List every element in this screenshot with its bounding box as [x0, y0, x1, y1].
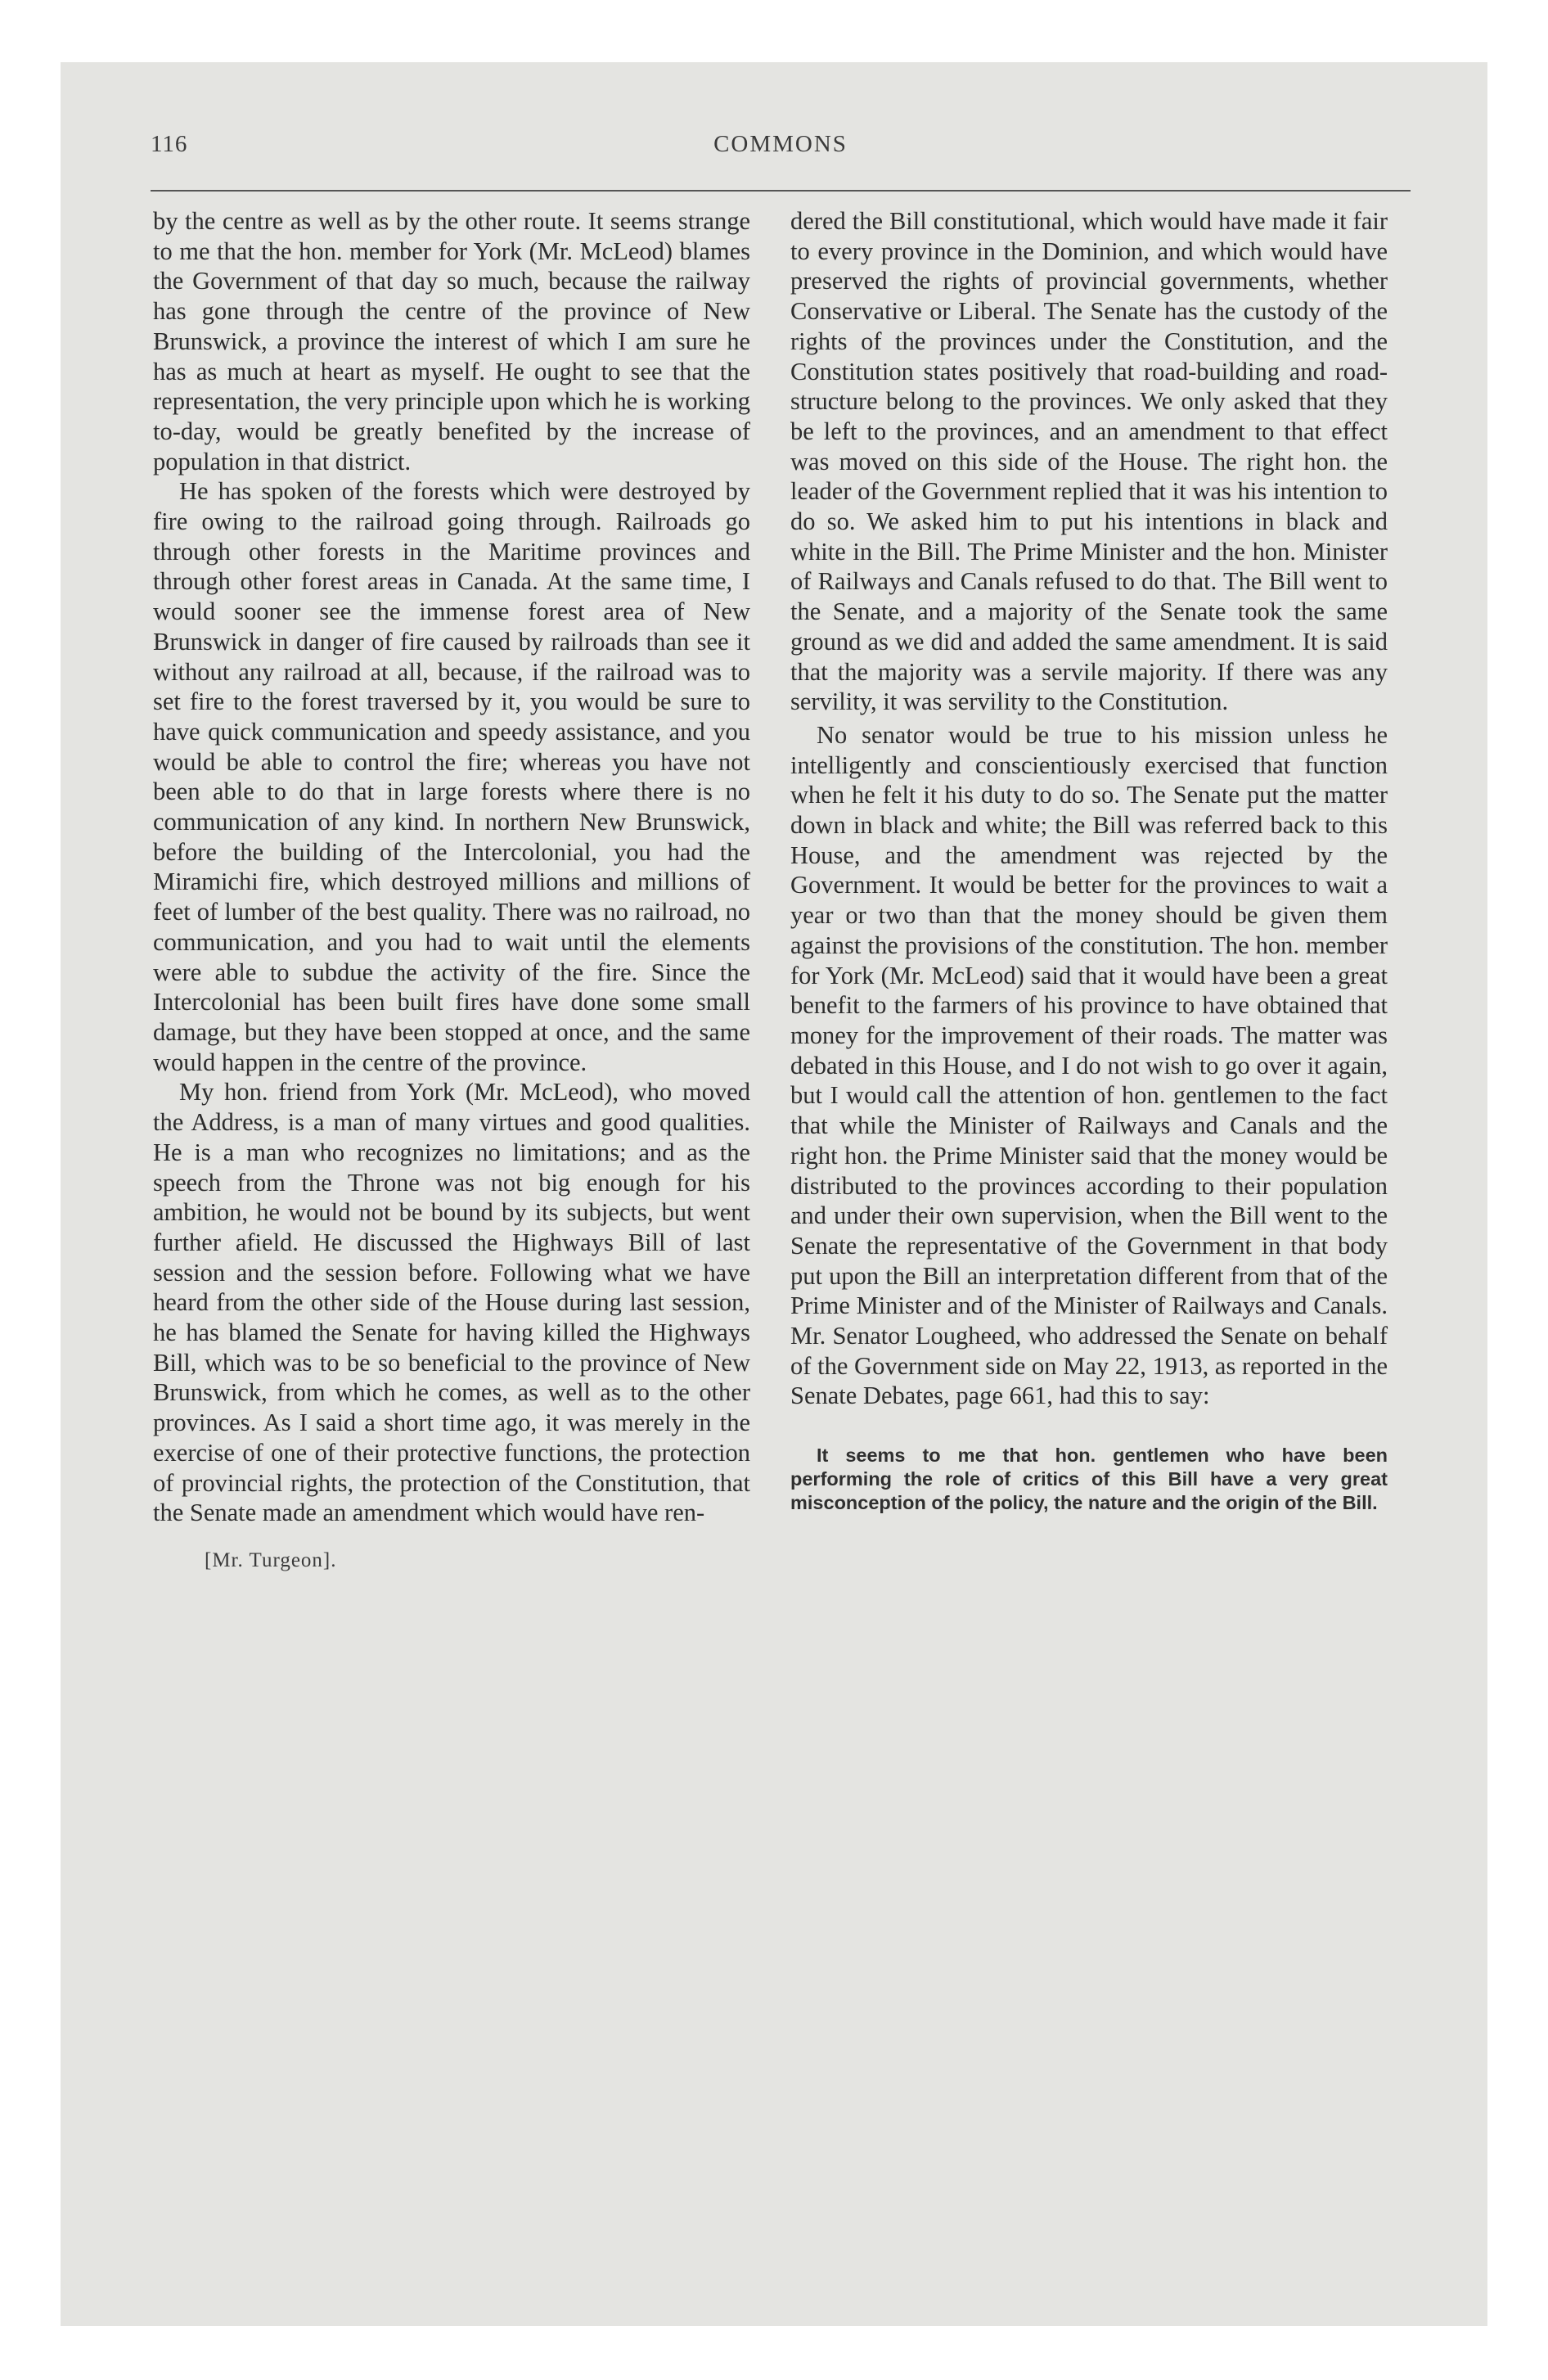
- right-column: [790, 206, 1388, 1515]
- header-rule: [151, 190, 1411, 192]
- paragraph: No senator would be true to his mission unless he intelligently and conscientiously exercised that function when he felt it his duty to do so. The Senate put the matter down in black and white; the Bill was referred back to this House, and the amendment was rejected by the Government. It would be better for the provinces to wait a year or two than that the money should be given them against the provisions of the constitution. The hon. member for York (Mr. McLeod) said that it would have been a great benefit to the farmers of his province to have obtained that money for the improvement of their roads. The matter was debated in this House, and I do not wish to go over it again, but I would call the attention of hon. gentlemen to the fact that while the Minister of Railways and Canals and the right hon. the Prime Minister said that the money would be distributed to the provinces according to their population and under their own supervision, when the Bill went to the Senate the representative of the Government in that body put upon the Bill an interpretation different from that of the Prime Minister and of the Minister of Railways and Canals. Mr. Senator Lougheed, who addressed the Senate on behalf of the Government side on May 22, 1913, as reported in the Senate Debates, page 661, had this to say:: [790, 720, 1388, 1410]
- page-number: 116: [151, 131, 188, 157]
- paragraph: My hon. friend from York (Mr. McLeod), who moved the Address, is a man of many virtues and good qualities. He is a man who recognizes no limitations; and as the speech from the Throne was not big enough for his ambition, he would not be bound by its subjects, but went further afield. He discussed the Highways Bill of last session and the session before. Following what we have heard from the other side of the House during last session, he has blamed the Senate for having killed the Highways Bill, which was to be so beneficial to the province of New Brunswick, from which he comes, as well as to the other provinces. As I said a short time ago, it was merely in the exercise of one of their protective functions, the protection of provincial rights, the protection of the Constitution, that the Senate made an amendment which would have ren-: [153, 1078, 750, 1527]
- speaker-note: [Mr. Turgeon].: [205, 1549, 337, 1571]
- running-head: COMMONS: [713, 131, 848, 157]
- block-quote: It seems to me that hon. gentlemen who have been performing the role of critics of this Bill have a very great misconception of the policy, the nature and the origin of the Bill.: [790, 1445, 1388, 1514]
- page-header: [151, 131, 1411, 172]
- left-column: [153, 206, 750, 1528]
- paragraph: dered the Bill constitutional, which would have made it fair to every province in the Dominion, and which would have preserved the rights of provincial governments, whether Conservative or Liberal. The Senate has the custody of the rights of the provinces under the Constitution, and the Constitution states positively that road-building and road-structure belong to the provinces. We only asked that they be left to the provinces, and an amendment to that effect was moved on this side of the House. The right hon. the leader of the Government replied that it was his intention to do so. We asked him to put his intentions in black and white in the Bill. The Prime Minister and the hon. Minister of Railways and Canals refused to do that. The Bill went to the Senate, and a majority of the Senate took the same ground as we did and added the same amendment. It is said that the majority was a servile majority. If there was any servility, it was servility to the Constitution.: [790, 207, 1388, 716]
- paragraph: by the centre as well as by the other route. It seems strange to me that the hon. member for York (Mr. McLeod) blames the Government of that day so much, because the railway has gone through the centre of the province of New Brunswick, a province the interest of which I am sure he has as much at heart as myself. He ought to see that the representation, the very principle upon which he is working to-day, would be greatly benefited by the increase of population in that district.: [153, 207, 750, 476]
- paragraph: He has spoken of the forests which were destroyed by fire owing to the railroad going through. Railroads go through other forests in the Maritime provinces and through other forest areas in Canada. At the same time, I would sooner see the immense forest area of New Brunswick in danger of fire caused by railroads than see it without any railroad at all, because, if the railroad was to set fire to the forest traversed by it, you would be sure to have quick communication and speedy assistance, and you would be able to control the fire; whereas you have not been able to do that in large forests where there is no communication of any kind. In northern New Brunswick, before the building of the Intercolonial, you had the Miramichi fire, which destroyed millions and millions of feet of lumber of the best quality. There was no railroad, no communication, and you had to wait until the elements were able to subdue the activity of the fire. Since the Intercolonial has been built fires have done some small damage, but they have been stopped at once, and the same would happen in the centre of the province.: [153, 477, 750, 1076]
